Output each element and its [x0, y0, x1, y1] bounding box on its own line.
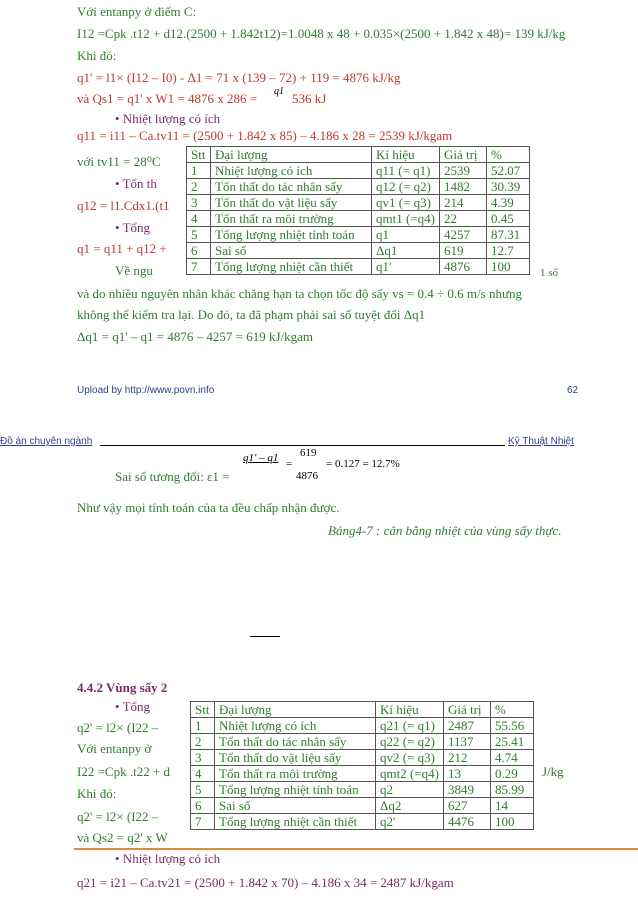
footer-upload-link[interactable]: Upload by http://www.povn.info	[77, 385, 215, 396]
table-cell: Tổng lượng nhiệt cần thiết	[215, 814, 376, 830]
table-cell: 4476	[443, 814, 490, 830]
table-cell: Tổn thất do vật liệu sấy	[211, 195, 372, 211]
text-line: q21 = i21 – Ca.tv21 = (2500 + 1.842 x 70) – 4.186 x 34 = 2487 kJ/kgam	[77, 875, 454, 890]
text-line: 536 kJ	[292, 91, 327, 106]
orange-rule	[74, 848, 638, 850]
header-right: Kỹ Thuật Nhiệt	[508, 436, 574, 447]
table-cell: qv2 (= q3)	[376, 750, 444, 766]
text-line: q1' = l1× (I12 – I0) - Δ1 = 71 x (139 – 72) + 119 = 4876 kJ/kg	[77, 70, 401, 85]
page-number: 62	[567, 385, 579, 396]
rel-error-label: Sai số tương đối: ε1 =	[115, 469, 230, 484]
table-cell: 100	[486, 259, 529, 275]
table-cell: Tổn thất do tác nhân sấy	[215, 734, 376, 750]
table-cell: 52.07	[486, 163, 529, 179]
table-cell: Nhiệt lượng có ích	[211, 163, 372, 179]
table-cell: 212	[443, 750, 490, 766]
table-cell: 0.45	[486, 211, 529, 227]
table-cell: q12 (= q2)	[372, 179, 440, 195]
equals: =	[286, 458, 293, 470]
table-cell: 3	[191, 750, 215, 766]
table-cell: 2487	[443, 718, 490, 734]
fraction-numerator: q1' – q1	[243, 452, 279, 464]
text-line: q12 = l1.Cdx1.(t1	[77, 198, 170, 213]
table-cell: 7	[187, 259, 211, 275]
table-cell: 13	[443, 766, 490, 782]
table-cell: 7	[191, 814, 215, 830]
table-cell: q21 (= q1)	[376, 718, 444, 734]
table-cell: 30.39	[486, 179, 529, 195]
short-rule	[250, 636, 280, 637]
table-cell: 85.99	[490, 782, 533, 798]
table-cell: 4.74	[490, 750, 533, 766]
table-cell: 100	[490, 814, 533, 830]
table-row	[187, 179, 530, 195]
table-cell: Tổn thất do tác nhân sấy	[211, 179, 372, 195]
table-cell: 3849	[443, 782, 490, 798]
table-row	[187, 259, 530, 275]
table-row	[191, 782, 534, 798]
text-line: q1 = q11 + q12 +	[77, 241, 167, 256]
table-cell: 1482	[439, 179, 486, 195]
text-line: với tv11 = 28⁰C	[77, 154, 161, 169]
table-row	[191, 814, 534, 830]
table-cell: 12.7	[486, 243, 529, 259]
heat-balance-table-2	[190, 701, 534, 830]
table-cell: 4257	[439, 227, 486, 243]
text-line: và do nhiều nguyên nhân khác chăng hạn ta chọn tốc độ sấy vs = 0.4 ÷ 0.6 m/s nhưng	[77, 286, 523, 301]
table-cell: Tổng lượng nhiệt cần thiết	[211, 259, 372, 275]
table-cell: 4	[187, 211, 211, 227]
table-row	[191, 798, 534, 814]
bullet-heading: • Nhiệt lượng có ích	[115, 111, 221, 126]
table-cell: 619	[439, 243, 486, 259]
table-cell: 5	[191, 782, 215, 798]
table-cell: 14	[490, 798, 533, 814]
table-cell: Tổn thất ra môi trường	[211, 211, 372, 227]
header-cell: Giá trị	[443, 702, 490, 718]
table-cell: 4	[191, 766, 215, 782]
text-line: Khi đó:	[77, 786, 117, 801]
header-left: Đồ án chuyên ngành	[0, 436, 93, 447]
table-cell: 2	[187, 179, 211, 195]
bullet-heading: • Nhiệt lượng có ích	[115, 851, 221, 866]
table-cell: 6	[191, 798, 215, 814]
table-cell: 0.29	[490, 766, 533, 782]
header-cell: %	[490, 702, 533, 718]
text-line: và Qs2 = q2' x W	[77, 830, 168, 845]
table-cell: Nhiệt lượng có ích	[215, 718, 376, 734]
header-cell: Đại lượng	[211, 147, 372, 163]
text-line: Khi đó:	[77, 48, 117, 63]
table-cell: q1	[372, 227, 440, 243]
header-cell: Kí hiệu	[376, 702, 444, 718]
text-line: Với entanpy ở điểm C:	[77, 4, 197, 19]
table-cell: 1137	[443, 734, 490, 750]
table-cell: Sai số	[215, 798, 376, 814]
bullet-heading: • Tổn th	[115, 176, 157, 191]
text-line: Δq1 = q1' – q1 = 4876 – 4257 = 619 kJ/kgam	[77, 329, 313, 344]
table-cell: 4876	[439, 259, 486, 275]
fraction-result: = 0.127 = 12.7%	[326, 458, 400, 470]
table-cell: 5	[187, 227, 211, 243]
table-cell: Tổng lượng nhiệt tính toán	[215, 782, 376, 798]
table-cell: 1	[191, 718, 215, 734]
header-cell: Đại lượng	[215, 702, 376, 718]
table-row	[187, 243, 530, 259]
header-cell: Kí hiệu	[372, 147, 440, 163]
table-cell: 1	[187, 163, 211, 179]
table-cell: 4.39	[486, 195, 529, 211]
table-row	[191, 750, 534, 766]
text-line: I12 =Cpk .t12 + d12.(2500 + 1.842t12)=1.0048 x 48 + 0.035×(2500 + 1.842 x 48)= 139 kJ/kg	[77, 26, 566, 41]
table-cell: 55.56	[490, 718, 533, 734]
text-line: và Qs1 = q1' x W1 = 4876 x 286 =	[77, 91, 258, 106]
table-cell: Tổn thất ra môi trường	[215, 766, 376, 782]
text-line: Với entanpy ở	[77, 741, 152, 756]
table-cell: 214	[439, 195, 486, 211]
table-header-row	[187, 147, 530, 163]
header-cell: Stt	[187, 147, 211, 163]
table-cell: 22	[439, 211, 486, 227]
text-line: I22 =Cpk .t22 + d	[77, 764, 171, 779]
table-cell: 87.31	[486, 227, 529, 243]
table-cell: 2	[191, 734, 215, 750]
table-cell: qv1 (= q3)	[372, 195, 440, 211]
table-row	[191, 734, 534, 750]
table-cell: 6	[187, 243, 211, 259]
table-row	[191, 718, 534, 734]
text-line: không thể kiểm tra lại. Do đó, ta đã phạm phải sai số tuyệt đối Δq1	[77, 307, 426, 322]
bullet-heading: • Tổng	[115, 699, 151, 714]
text-line: q11 = i11 – Ca.tv11 = (2500 + 1.842 x 85) – 4.186 x 28 = 2539 kJ/kgam	[77, 128, 453, 143]
conclusion: Như vậy mọi tính toán của ta đều chấp nhận được.	[77, 500, 340, 515]
table-row	[187, 163, 530, 179]
table-cell: 3	[187, 195, 211, 211]
table-caption: Bảng4-7 : cân bằng nhiệt của vùng sấy thực.	[328, 523, 562, 538]
table-cell: 25.41	[490, 734, 533, 750]
text-line: J/kg	[542, 764, 564, 779]
heat-balance-table-1	[186, 146, 530, 275]
table-cell: 627	[443, 798, 490, 814]
table-cell: q2'	[376, 814, 444, 830]
text-line: 1 số	[540, 267, 559, 279]
header-cell: Giá trị	[439, 147, 486, 163]
fraction-numerator-value: 619	[300, 447, 317, 459]
table-cell: q1'	[372, 259, 440, 275]
text-line: q2' = l2× (I22 –	[77, 720, 159, 735]
table-cell: q11 (= q1)	[372, 163, 440, 179]
header-cell: %	[486, 147, 529, 163]
bullet-heading: • Tổng	[115, 220, 151, 235]
table-cell: q2	[376, 782, 444, 798]
fraction-denominator: 4876	[296, 470, 318, 482]
section-heading: 4.4.2 Vùng sấy 2	[77, 680, 168, 695]
table-cell: q22 (= q2)	[376, 734, 444, 750]
table-cell: Tổng lượng nhiệt tính toán	[211, 227, 372, 243]
table-row	[187, 227, 530, 243]
table-cell: Tổn thất do vật liệu sấy	[215, 750, 376, 766]
table-row	[187, 195, 530, 211]
table-cell: 2539	[439, 163, 486, 179]
table-cell: Δq1	[372, 243, 440, 259]
header-cell: Stt	[191, 702, 215, 718]
table-cell: Δq2	[376, 798, 444, 814]
table-cell: qmt1 (=q4)	[372, 211, 440, 227]
table-cell: qmt2 (=q4)	[376, 766, 444, 782]
table-header-row	[191, 702, 534, 718]
table-row	[187, 211, 530, 227]
table-row	[191, 766, 534, 782]
text-line: Về ngu	[115, 263, 153, 278]
table-cell: Sai số	[211, 243, 372, 259]
text-line: q2' = l2× (I22 –	[77, 809, 159, 824]
symbol: q1	[274, 86, 284, 97]
